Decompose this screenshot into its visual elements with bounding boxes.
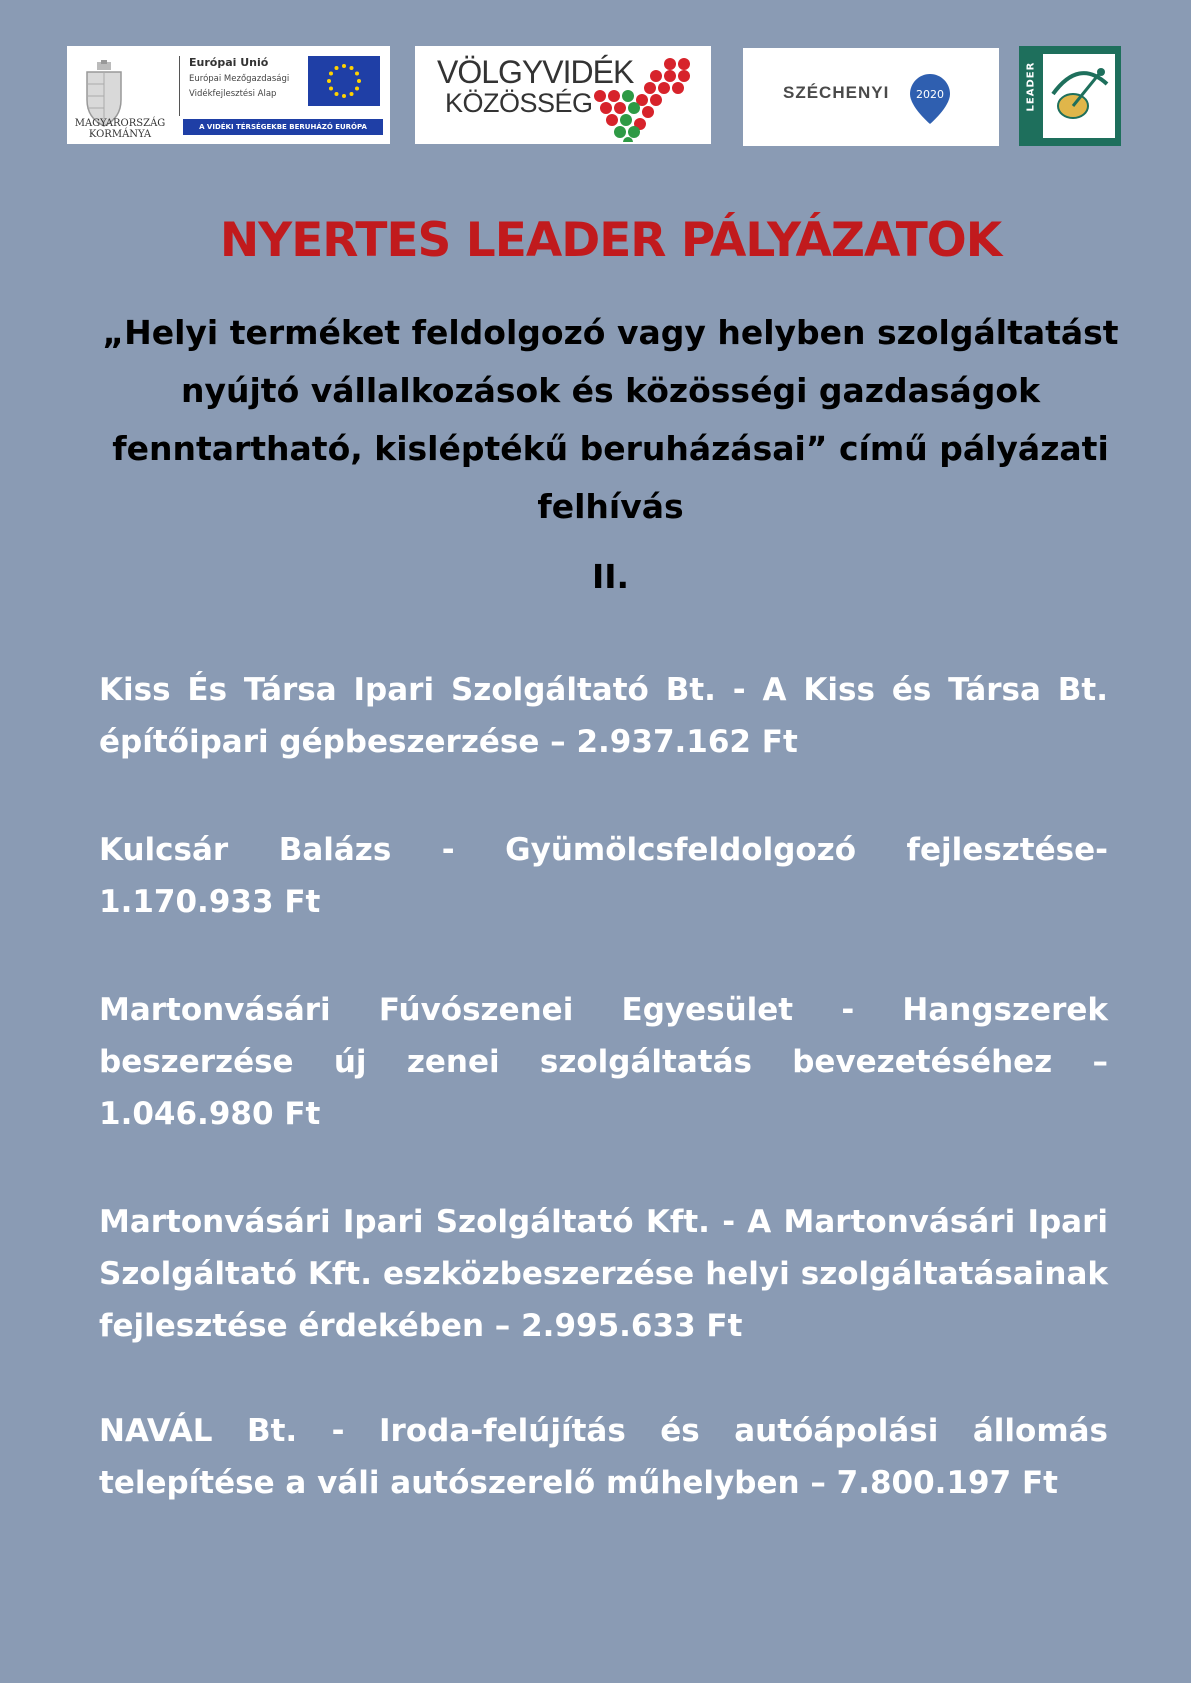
leader-text: LEADER [1025, 61, 1037, 112]
winner-entry: NAVÁL Bt. - Iroda-felújítás és autóápolási állomás telepítése a váli autószerelő műhelyben – 7.800.197 Ft [99, 1413, 1108, 1501]
szechenyi-badge: 2020 [916, 88, 944, 101]
szechenyi-2020-logo [743, 48, 999, 146]
leader-emblem-icon [1043, 54, 1115, 138]
winner-entry: Martonvásári Fúvószenei Egyesület - Hangszerek beszerzése új zenei szolgáltatás bevezetéséhez – 1.046.980 Ft [99, 992, 1108, 1132]
eu-funding-logo [67, 46, 390, 144]
logo-divider [179, 56, 180, 116]
leader-logo [1019, 46, 1121, 146]
volgyvidek-name: VÖLGYVIDÉK [437, 54, 634, 90]
crest-label [67, 118, 173, 140]
volgyvidek-logo [415, 46, 711, 144]
winner-entry: Martonvásári Ipari Szolgáltató Kft. - A Martonvásári Ipari Szolgáltató Kft. eszközbeszerzése helyi szolgáltatásainak fejlesztése érdekében – 2.995.633 Ft [99, 1204, 1108, 1344]
map-pin-icon [908, 72, 952, 126]
winner-entry: Kiss És Társa Ipari Szolgáltató Bt. - A Kiss és Társa Bt. építőipari gépbeszerzése – 2.937.162 Ft [99, 672, 1108, 760]
eu-fund-line2: Vidékfejlesztési Alap [189, 89, 277, 99]
eu-slogan-band: A VIDÉKI TÉRSÉGEKBE BERUHÁZÓ EURÓPA [183, 119, 383, 135]
eu-title: Európai Unió [189, 56, 269, 69]
call-subtitle: „Helyi terméket feldolgozó vagy helyben szolgáltatást nyújtó vállalkozások és közösségi gazdaságok fenntartható, kisléptékű beruházásai” című pályázati felhívás [102, 313, 1119, 526]
crest-label-line2: KORMÁNYA [88, 129, 152, 140]
eu-flag-icon [308, 56, 380, 106]
page-title: NYERTES LEADER PÁLYÁZATOK [219, 213, 1002, 268]
crest-label-line1: MAGYARORSZÁG [74, 118, 166, 129]
leader-emblem-panel [1043, 54, 1115, 138]
eu-fund-line1: Európai Mezőgazdasági [189, 74, 290, 84]
szechenyi-text: SZÉCHENYI [783, 83, 890, 102]
grape-cluster-icon [590, 56, 700, 142]
winner-entry: Kulcsár Balázs - Gyümölcsfeldolgozó fejlesztése- 1.170.933 Ft [99, 832, 1108, 920]
volgyvidek-subname: KÖZÖSSÉG [445, 88, 593, 118]
part-number: II. [591, 557, 630, 596]
